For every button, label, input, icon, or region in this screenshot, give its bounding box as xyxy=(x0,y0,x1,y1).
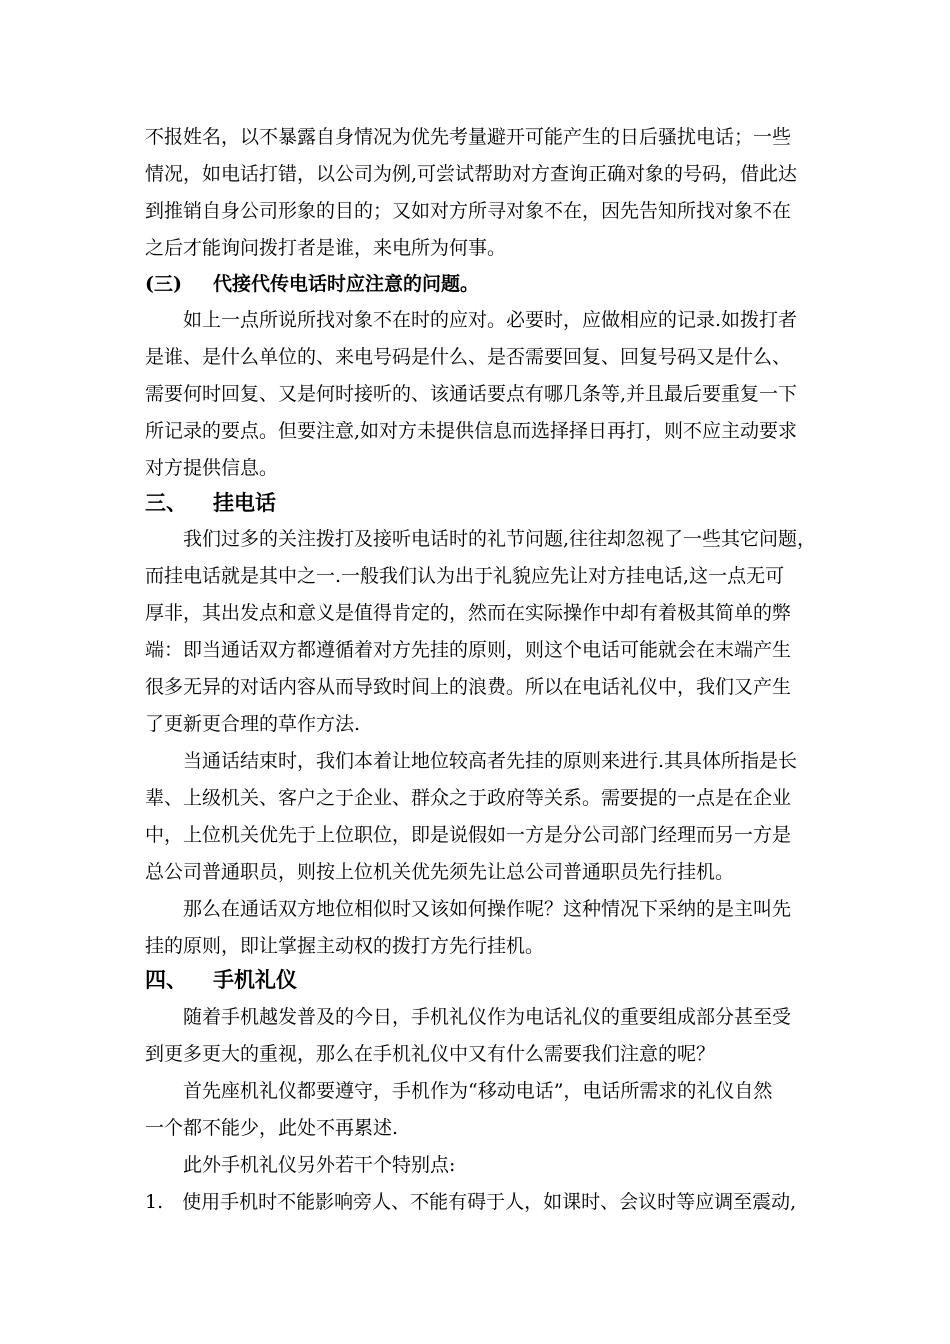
paragraph-line: 到推销自身公司形象的目的；又如对方所寻对象不在，因先告知所找对象不在 xyxy=(145,200,792,222)
paragraph-line: 挂的原则，即让掌握主动权的拨打方先行挂机。 xyxy=(145,935,545,957)
paragraph-line: 厚非，其出发点和意义是值得肯定的，然而在实际操作中却有着极其简单的弊 xyxy=(145,602,792,624)
paragraph-line: 对方提供信息。 xyxy=(145,457,279,479)
paragraph-line: 如上一点所说所找对象不在时的应对。必要时，应做相应的记录.如拨打者 xyxy=(145,309,798,331)
paragraph-line: 端：即当通话双方都遵循着对方先挂的原则，则这个电话可能就会在末端产生 xyxy=(145,639,792,661)
paragraph-line: 到更多更大的重视，那么在手机礼仪中又有什么需要我们注意的呢？ xyxy=(145,1043,716,1065)
paragraph-line: 需要何时回复、又是何时接听的、该通话要点有哪几条等,并且最后要重复一下 xyxy=(145,383,798,405)
paragraph-line: 而挂电话就是其中之一.一般我们认为出于礼貌应先让对方挂电话,这一点无可 xyxy=(145,565,785,587)
paragraph-line: 是谁、是什么单位的、来电号码是什么、是否需要回复、回复号码又是什么、 xyxy=(145,346,792,368)
paragraph-line: 了更新更合理的草作方法. xyxy=(145,713,361,735)
section-heading-3 xyxy=(145,490,276,516)
paragraph-line: 很多无异的对话内容从而导致时间上的浪费。所以在电话礼仪中，我们又产生 xyxy=(145,676,792,698)
paragraph-line: 辈、上级机关、客户之于企业、群众之于政府等关系。需要提的一点是在企业 xyxy=(145,787,792,809)
section-heading-4 xyxy=(145,967,297,993)
paragraph-line: 所记录的要点。但要注意,如对方未提供信息而选择择日再打，则不应主动要求 xyxy=(145,420,798,442)
paragraph-line: 之后才能询问拨打者是谁，来电所为何事。 xyxy=(145,237,507,259)
paragraph-line: 那么在通话双方地位相似时又该如何操作呢？这种情况下采纳的是主叫先 xyxy=(145,898,792,920)
paragraph-line: 我们过多的关注拨打及接听电话时的礼节问题,往往却忽视了一些其它问题， xyxy=(145,528,817,550)
section-title: 挂电话 xyxy=(213,491,276,515)
subsection-number: (三) xyxy=(145,273,182,295)
paragraph-line: 中，上位机关优先于上位职位，即是说假如一方是分公司部门经理而另一方是 xyxy=(145,824,792,846)
list-item: 1. 使用手机时不能影响旁人、不能有碍于人，如课时、会议时等应调至震动, xyxy=(145,1191,797,1213)
paragraph-line: 当通话结束时，我们本着让地位较高者先挂的原则来进行.其具体所指是长 xyxy=(145,750,798,772)
section-title: 手机礼仪 xyxy=(213,968,297,992)
section-number: 四、 xyxy=(145,968,187,992)
paragraph-line: 随着手机越发普及的今日，手机礼仪作为电话礼仪的重要组成部分甚至受 xyxy=(145,1006,792,1028)
subsection-title: 代接代传电话时应注意的问题。 xyxy=(213,273,480,295)
subsection-heading-3 xyxy=(145,272,825,296)
section-number: 三、 xyxy=(145,491,187,515)
paragraph-line: 情况，如电话打错，以公司为例,可尝试帮助对方查询正确对象的号码，借此达 xyxy=(145,163,798,185)
paragraph-line: 总公司普通职员，则按上位机关优先须先让总公司普通职员先行挂机。 xyxy=(145,861,735,883)
paragraph-line: 不报姓名，以不暴露自身情况为优先考量避开可能产生的日后骚扰电话；一些 xyxy=(145,126,792,148)
paragraph-line: 此外手机礼仪另外若干个特别点: xyxy=(145,1154,456,1176)
paragraph-line: 一个都不能少，此处不再累述. xyxy=(145,1117,399,1139)
paragraph-line: 首先座机礼仪都要遵守，手机作为“移动电话”，电话所需求的礼仪自然 xyxy=(145,1080,773,1102)
